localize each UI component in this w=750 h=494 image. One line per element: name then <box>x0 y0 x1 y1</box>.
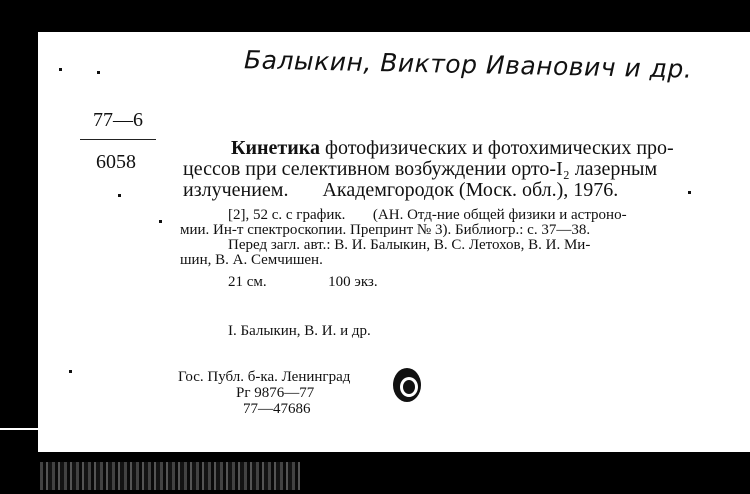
handwritten-author-note: Балыкин, Виктор Иванович и др. <box>243 45 693 84</box>
authors-line-1: Перед загл. авт.: В. И. Балыкин, В. С. Летохов, В. И. Ми- <box>228 237 591 253</box>
authors-line-2: шин, В. А. Семчишен. <box>180 252 323 268</box>
library-catalog-card <box>38 32 750 452</box>
scan-speck <box>688 191 691 194</box>
scan-line <box>0 428 38 430</box>
shelf-mark-bottom: 6058 <box>96 151 136 173</box>
shelf-mark-top: 77—6 <box>93 109 143 131</box>
scan-speck <box>69 370 72 373</box>
call-number-2: 77—47686 <box>243 401 311 417</box>
scan-speck <box>118 194 121 197</box>
scan-left-border <box>0 0 38 494</box>
title-line-1 <box>231 138 674 159</box>
scan-speck <box>59 68 62 71</box>
copy-count: 100 экз. <box>328 274 378 290</box>
shelf-mark-divider <box>80 139 156 140</box>
scan-speck <box>97 71 100 74</box>
scan-top-border <box>0 0 750 32</box>
title-lead: Кинетика <box>231 137 320 159</box>
pagination: [2], 52 с. с график. <box>228 207 346 223</box>
added-entry: I. Балыкин, В. И. и др. <box>228 323 371 339</box>
imprint: Академгородок (Моск. обл.), 1976. <box>322 179 619 201</box>
physical-description <box>228 275 378 290</box>
scan-speck <box>159 220 162 223</box>
card-size: 21 см. <box>228 274 267 290</box>
library-stamp-center <box>400 377 418 397</box>
title-line-3-text: излучением. <box>183 179 289 201</box>
title-line-2: цессов при селективном возбуждении орто-I₂ лазерным <box>183 158 658 180</box>
scan-noise <box>40 462 300 490</box>
library-name: Гос. Публ. б-ка. Ленинград <box>178 369 351 385</box>
call-number-1: Рг 9876—77 <box>236 385 315 401</box>
series-note: (АН. Отд-ние общей физики и астроно- <box>372 207 627 223</box>
details-line-1 <box>228 208 627 223</box>
title-line-1-rest: фотофизических и фотохимических про- <box>325 137 674 159</box>
details-line-2: мии. Ин-т спектроскопии. Препринт № 3). Библиогр.: с. 37—38. <box>180 222 591 238</box>
title-line-3 <box>183 180 618 201</box>
